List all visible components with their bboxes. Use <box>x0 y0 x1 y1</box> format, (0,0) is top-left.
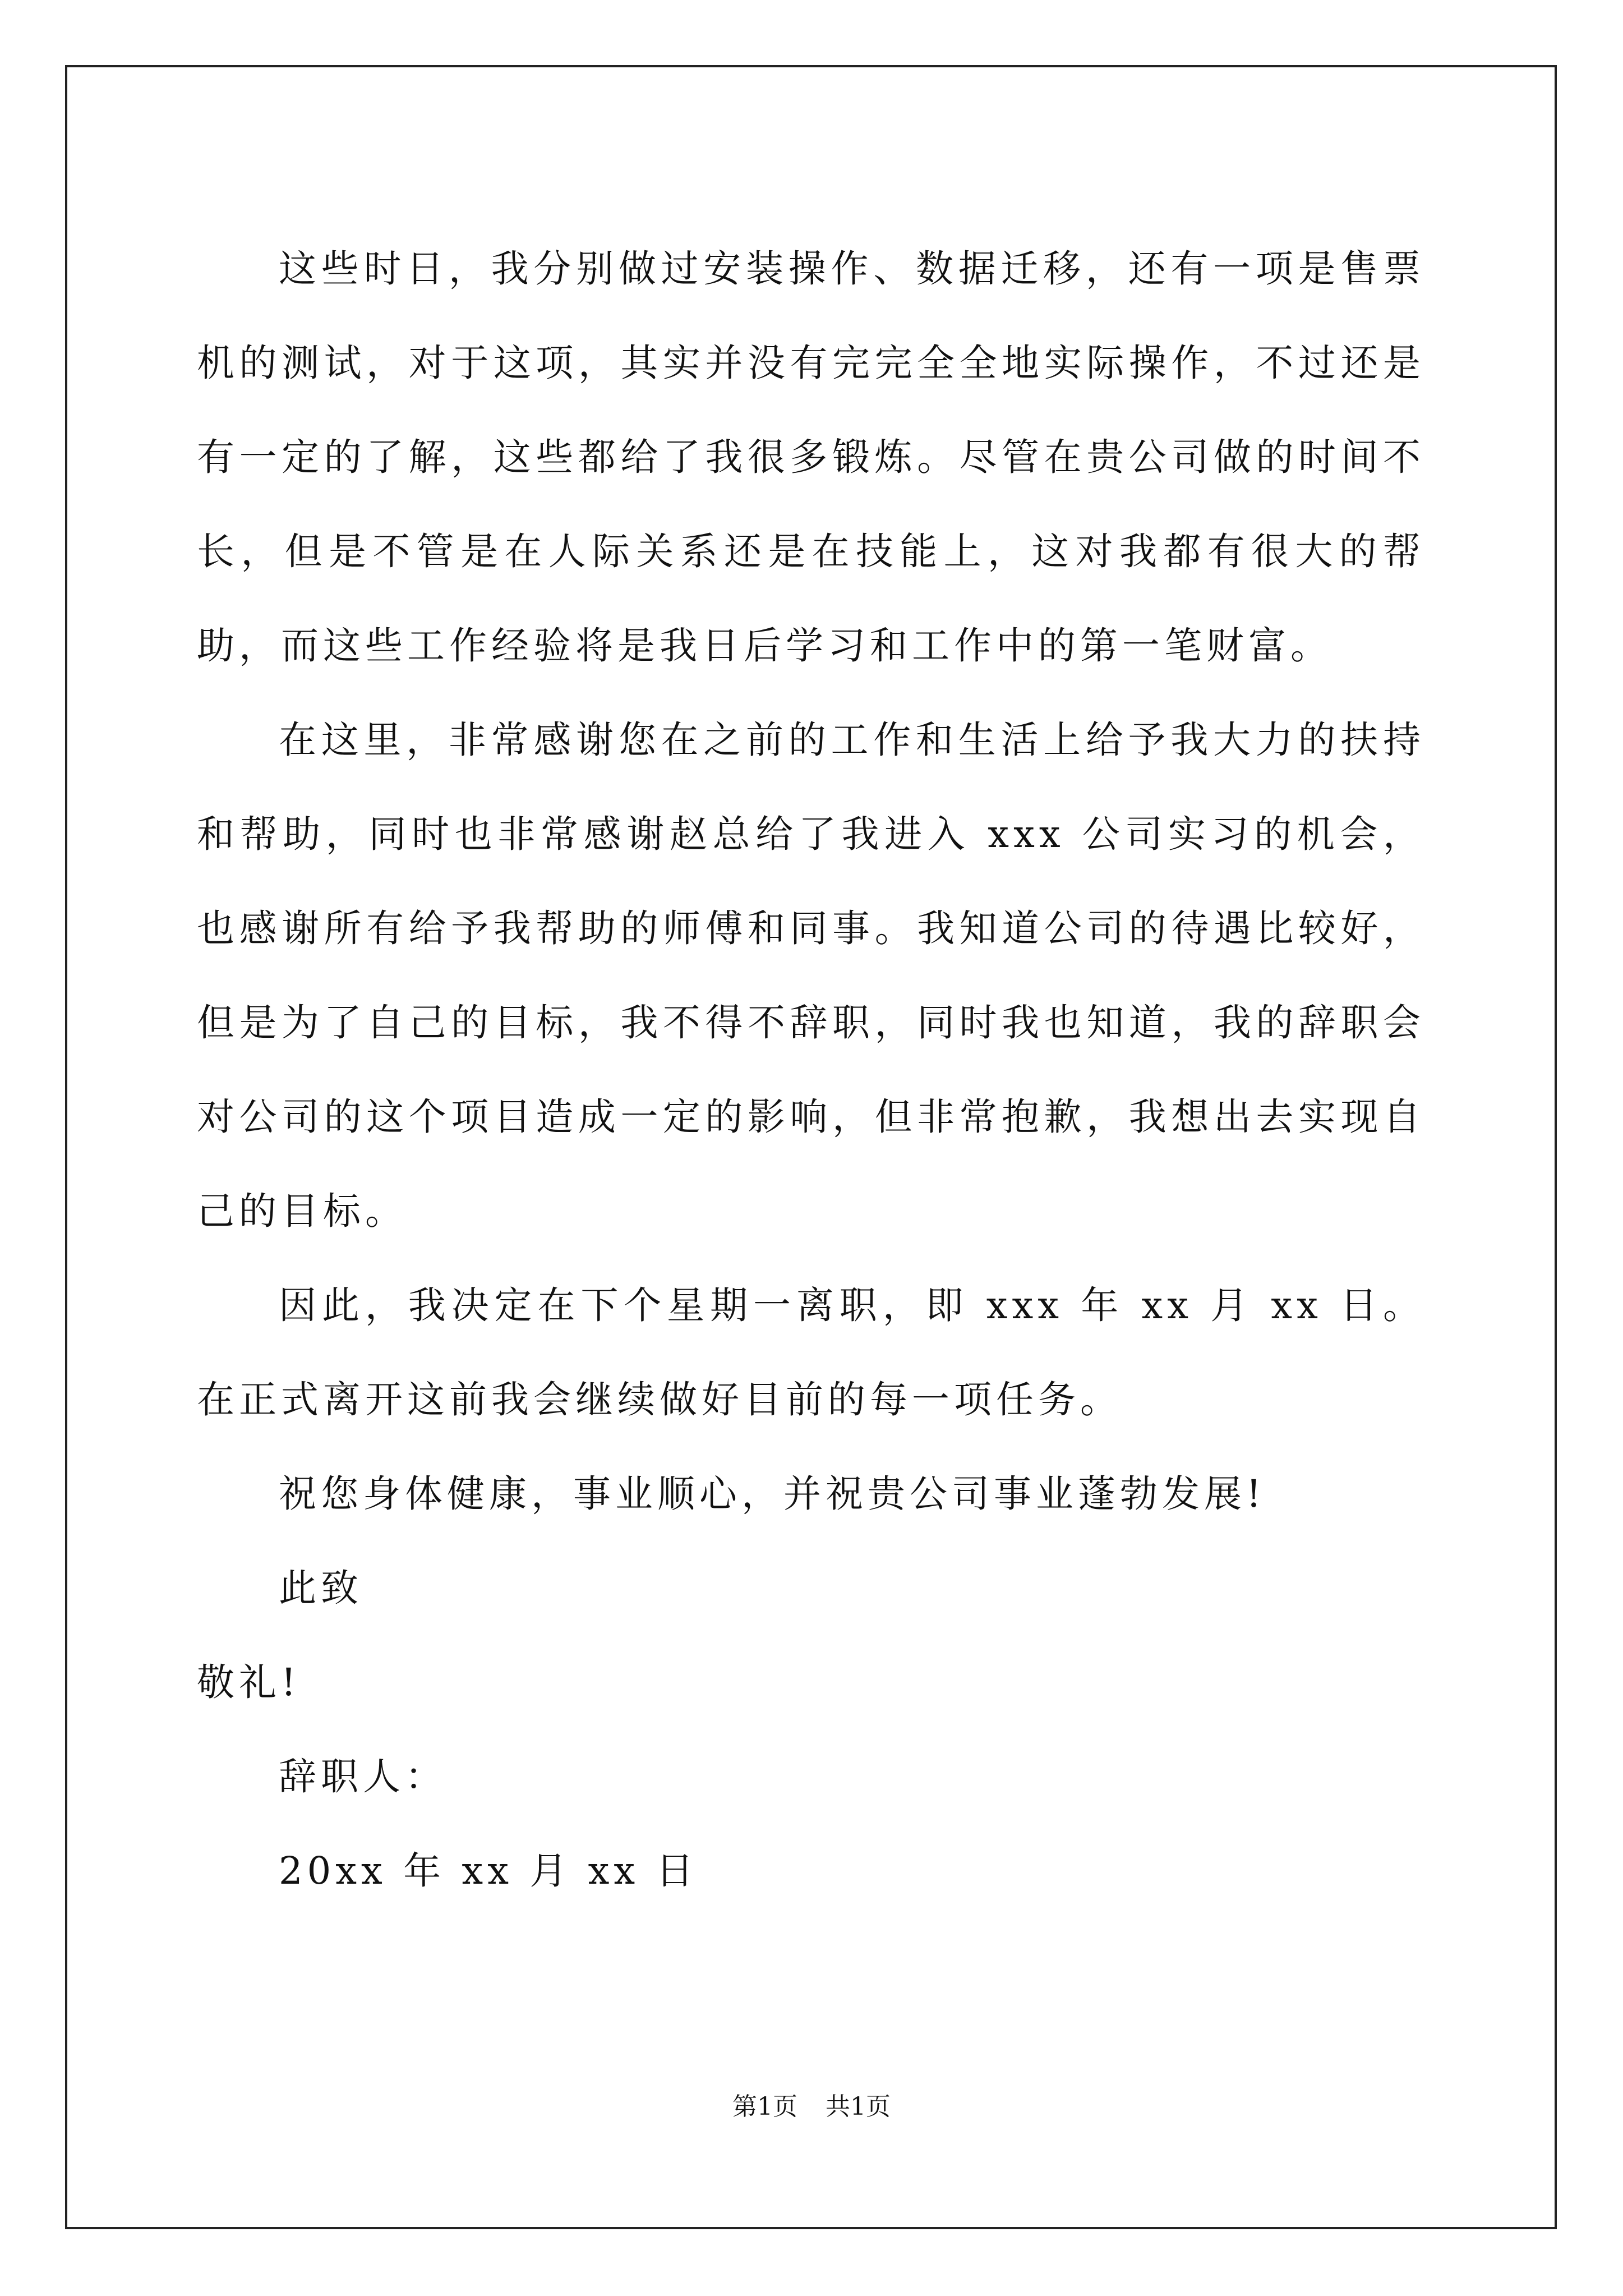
page-number-current: 第1页 <box>732 2092 797 2121</box>
paragraph-leave-date: 因此，我决定在下个星期一离职，即 xxx 年 xx 月 xx 日。在正式离开这前我会继续做好目前的每一项任务。 <box>197 1283 1425 1421</box>
signature-label: 辞职人： <box>279 1755 447 1798</box>
letter-date: 20xx 年 xx 月 xx 日 <box>279 1849 698 1893</box>
page-footer <box>0 2090 1623 2124</box>
paragraph-work-experience: 这些时日，我分别做过安装操作、数据迁移，还有一项是售票机的测试，对于这项，其实并没有完完全全地实际操作，不过还是有一定的了解，这些都给了我很多锻炼。尽管在贵公司做的时间不长，但是不管是在人际关系还是在技能上，这对我都有很大的帮助，而这些工作经验将是我日后学习和工作中的第一笔财富。 <box>197 247 1425 668</box>
page-number-total: 共1页 <box>826 2092 891 2121</box>
closing-phrase: 此致 <box>279 1566 363 1610</box>
paragraph-thanks: 在这里，非常感谢您在之前的工作和生活上给予我大力的扶持和帮助，同时也非常感谢赵总给了我进入 xxx 公司实习的机会，也感谢所有给予我帮助的师傅和同事。我知道公司的待遇比较好，但是为了自己的目标，我不得不辞职，同时我也知道，我的辞职会对公司的这个项目造成一定的影响，但非常抱歉，我想出去实现自己的目标。 <box>197 718 1425 1233</box>
salutation: 敬礼! <box>197 1660 301 1704</box>
paragraph-wishes: 祝您身体健康，事业顺心，并祝贵公司事业蓬勃发展! <box>279 1472 1266 1516</box>
letter-body <box>197 222 1425 1918</box>
